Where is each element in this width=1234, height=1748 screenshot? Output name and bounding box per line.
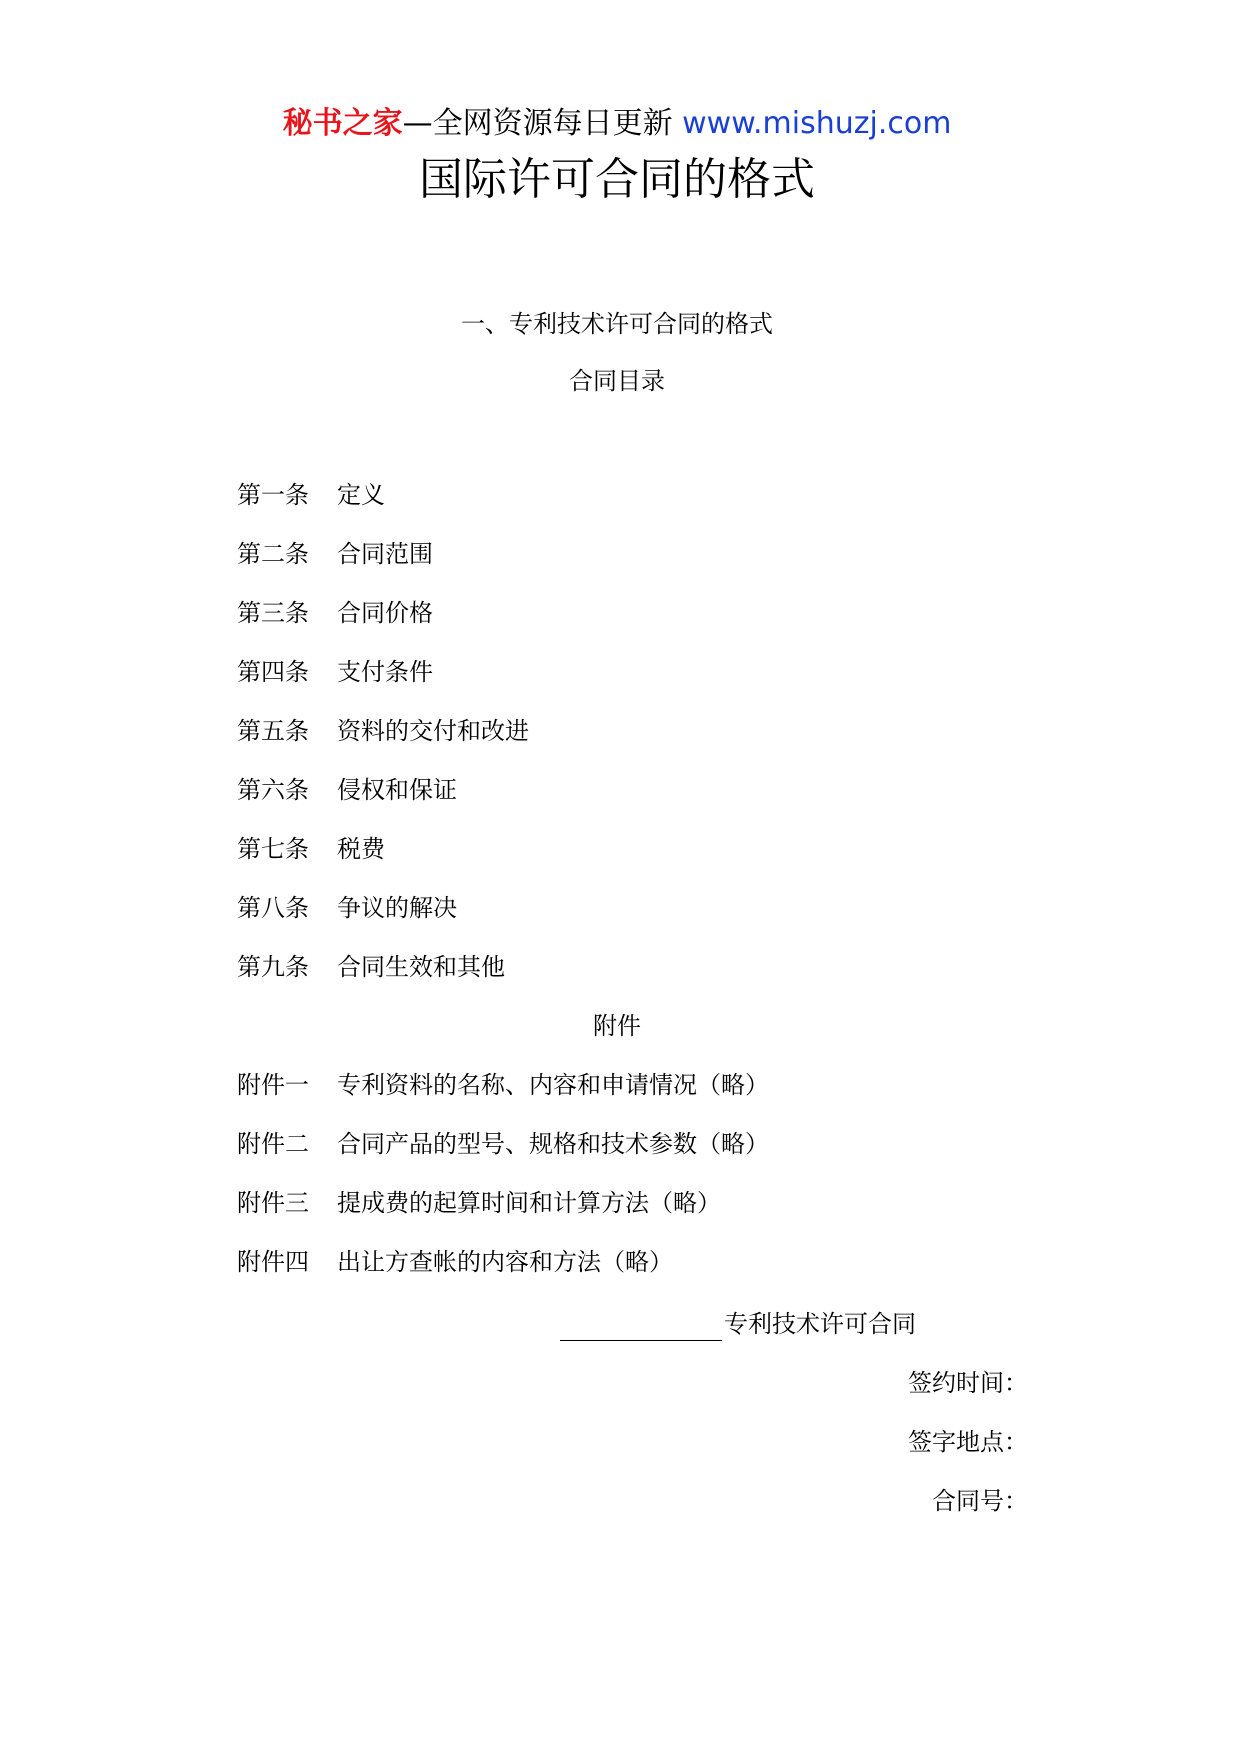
toc-item-title: 税费 — [337, 835, 385, 863]
toc-item-number: 第四条 — [237, 658, 309, 686]
toc-item-number: 第七条 — [237, 835, 309, 863]
appendix-item-title: 合同产品的型号、规格和技术参数（略） — [337, 1130, 769, 1158]
site-url-link[interactable]: www.mishuzj.com — [682, 106, 952, 141]
toc-item — [237, 537, 433, 571]
document-title: 国际许可合同的格式 — [419, 154, 815, 205]
appendix-item-title: 提成费的起算时间和计算方法（略） — [337, 1189, 721, 1217]
appendix-item-title: 专利资料的名称、内容和申请情况（略） — [337, 1071, 769, 1099]
toc-item-number: 第八条 — [237, 894, 309, 922]
toc-item — [237, 714, 529, 748]
appendix-item — [237, 1245, 673, 1279]
toc-item — [237, 478, 385, 512]
site-header — [0, 102, 1234, 146]
site-brand: 秘书之家 — [282, 106, 403, 141]
appendix-item-number: 附件一 — [237, 1071, 309, 1099]
toc-heading: 合同目录 — [569, 367, 665, 395]
toc-item — [237, 773, 457, 807]
toc-item — [237, 655, 433, 689]
toc-item-number: 第五条 — [237, 717, 309, 745]
toc-item-number: 第二条 — [237, 540, 309, 568]
appendix-item — [237, 1068, 769, 1102]
section-heading: 一、专利技术许可合同的格式 — [461, 310, 773, 338]
toc-item-title: 定义 — [337, 481, 385, 509]
toc-item-title: 合同范围 — [337, 540, 433, 568]
toc-item-title: 合同价格 — [337, 599, 433, 627]
sign-place-label: 签字地点： — [908, 1428, 1028, 1456]
toc-item — [237, 832, 385, 866]
toc-item-title: 资料的交付和改进 — [337, 717, 529, 745]
toc-item-title: 支付条件 — [337, 658, 433, 686]
toc-item-number: 第六条 — [237, 776, 309, 804]
site-slogan: —全网资源每日更新 — [402, 106, 673, 141]
toc-item-number: 第一条 — [237, 481, 309, 509]
sign-time-label: 签约时间： — [908, 1369, 1028, 1397]
toc-item-title: 争议的解决 — [337, 894, 457, 922]
appendix-item-number: 附件四 — [237, 1248, 309, 1276]
toc-item — [237, 950, 505, 984]
contract-number-label: 合同号： — [932, 1487, 1028, 1515]
toc-item-title: 侵权和保证 — [337, 776, 457, 804]
contract-name-suffix: 专利技术许可合同 — [724, 1310, 916, 1338]
contract-name-blank — [560, 1314, 722, 1341]
contract-name-line — [560, 1307, 916, 1341]
toc-item-number: 第九条 — [237, 953, 309, 981]
toc-item-title: 合同生效和其他 — [337, 953, 505, 981]
appendix-heading: 附件 — [593, 1012, 641, 1040]
toc-item — [237, 596, 433, 630]
appendix-item-number: 附件二 — [237, 1130, 309, 1158]
appendix-item — [237, 1127, 769, 1161]
toc-item — [237, 891, 457, 925]
appendix-item — [237, 1186, 721, 1220]
appendix-item-number: 附件三 — [237, 1189, 309, 1217]
toc-item-number: 第三条 — [237, 599, 309, 627]
appendix-item-title: 出让方查帐的内容和方法（略） — [337, 1248, 673, 1276]
